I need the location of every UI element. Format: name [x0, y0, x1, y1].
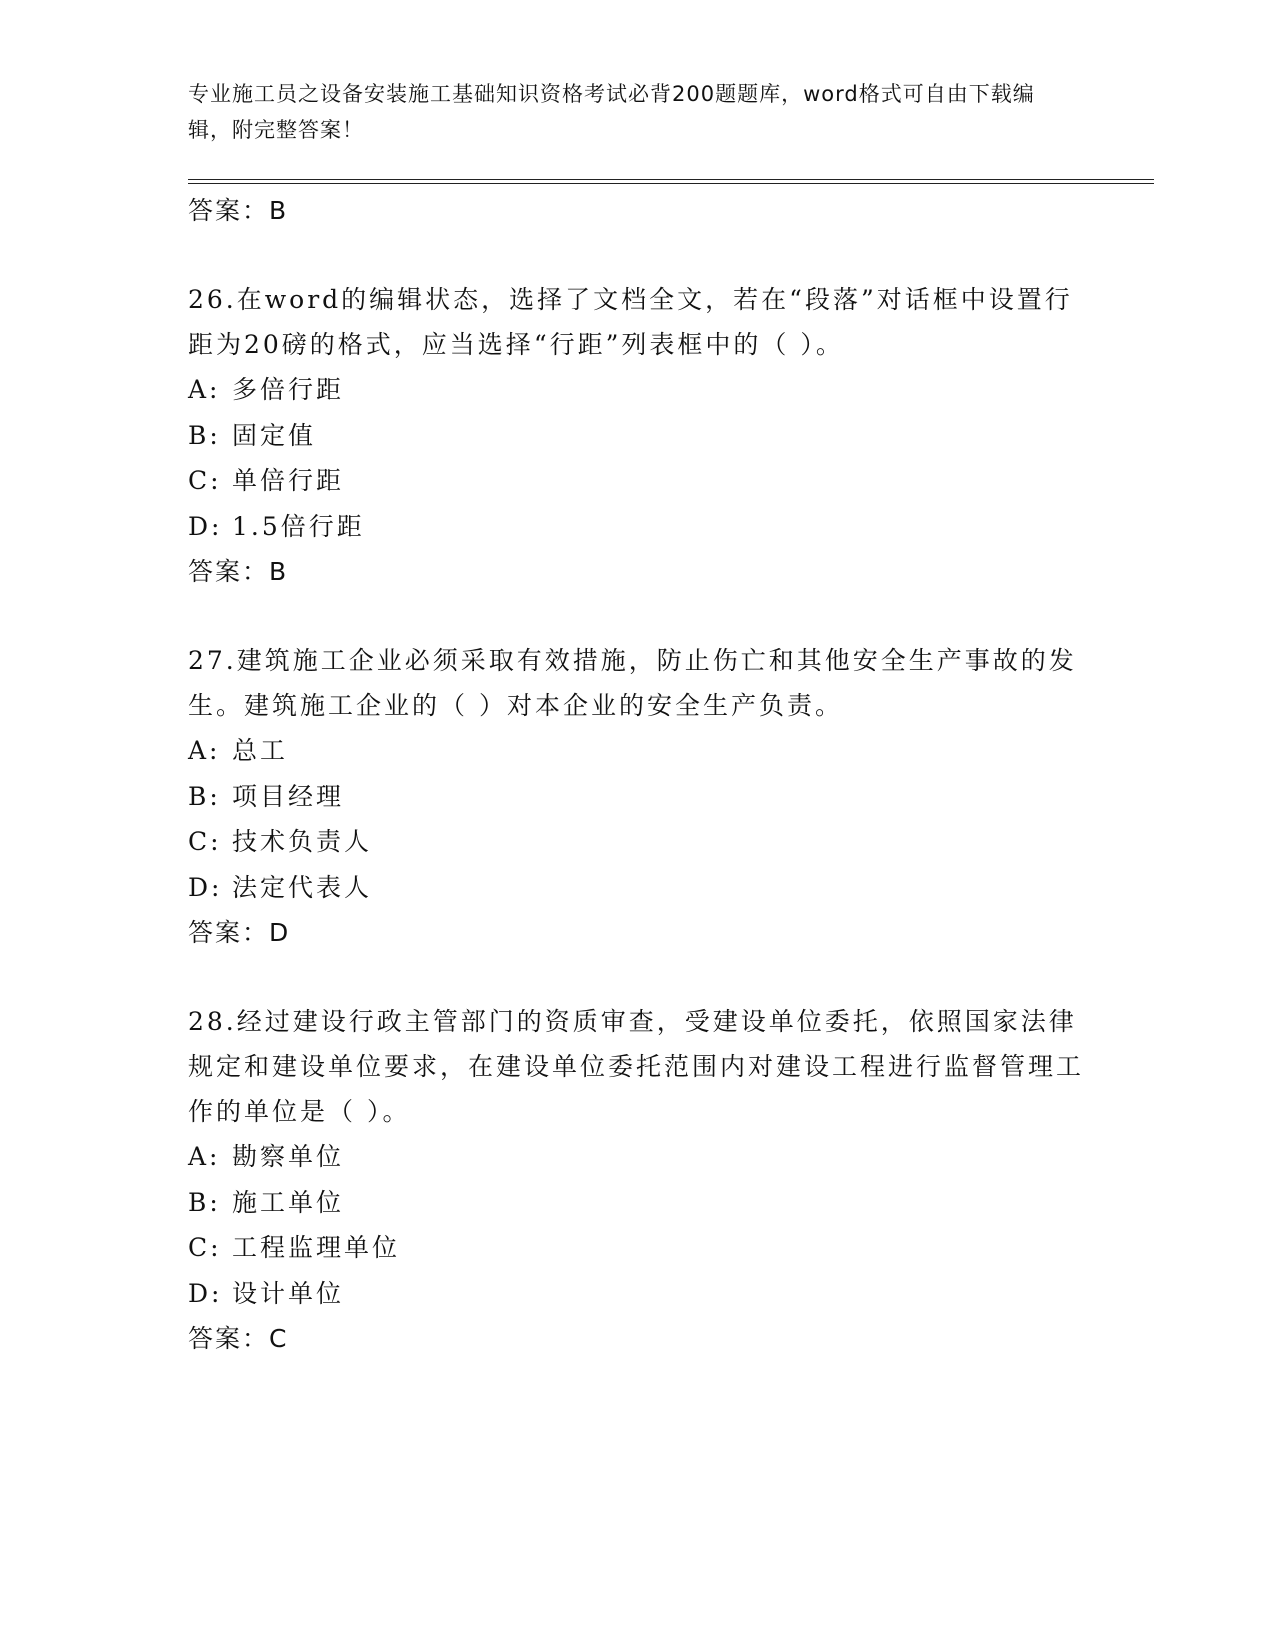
option-letter: B:: [188, 1187, 221, 1217]
option-text: 法定代表人: [232, 872, 373, 902]
question-26: [188, 277, 1088, 594]
option-b: [188, 1180, 1088, 1226]
option-d: [188, 865, 1088, 911]
option-text: 多倍行距: [232, 375, 345, 404]
answer-line: 答案：C: [188, 1324, 289, 1353]
option-letter: D:: [188, 511, 223, 541]
answer-line: 答案：B: [188, 196, 289, 225]
option-letter: A:: [188, 1142, 221, 1171]
option-text: 固定值: [232, 420, 317, 450]
option-d: [188, 1271, 1088, 1317]
question-stem: 28.经过建设行政主管部门的资质审查，受建设单位委托，依照国家法律规定和建设单位要求，在建设单位委托范围内对建设工程进行监督管理工作的单位是（ ）。: [188, 1007, 1085, 1126]
option-text: 勘察单位: [232, 1142, 345, 1171]
document-header: 专业施工员之设备安装施工基础知识资格考试必背200题题库，word格式可自由下载编辑，附完整答案！: [188, 82, 1035, 142]
option-letter: C:: [188, 827, 222, 856]
answer-line: 答案：B: [188, 557, 289, 586]
option-a: [188, 367, 1088, 413]
option-text: 项目经理: [232, 781, 345, 811]
question-stem: 26.在word的编辑状态，选择了文档全文，若在“段落”对话框中设置行距为20磅的格式，应当选择“行距”列表框中的（ ）。: [188, 285, 1073, 359]
option-letter: C:: [188, 1233, 222, 1262]
header-rule-top: [188, 179, 1154, 180]
question-list: [188, 188, 1088, 1361]
option-text: 技术负责人: [232, 827, 373, 856]
option-letter: B:: [188, 420, 221, 450]
option-letter: D:: [188, 872, 223, 902]
option-letter: A:: [188, 736, 221, 765]
option-a: [188, 728, 1088, 774]
option-letter: B:: [188, 781, 221, 811]
option-a: [188, 1134, 1088, 1180]
header-rule-bottom: [188, 183, 1154, 184]
option-b: [188, 413, 1088, 459]
option-c: [188, 458, 1088, 504]
option-text: 1.5倍行距: [232, 511, 365, 541]
option-letter: D:: [188, 1278, 223, 1308]
option-text: 施工单位: [232, 1187, 345, 1217]
option-b: [188, 774, 1088, 820]
option-text: 单倍行距: [232, 466, 345, 495]
option-c: [188, 1225, 1088, 1271]
option-text: 设计单位: [232, 1278, 345, 1308]
option-letter: A:: [188, 375, 221, 404]
answer-line: 答案：D: [188, 918, 291, 947]
question-27: [188, 638, 1088, 955]
option-d: [188, 504, 1088, 550]
question-stem: 27.建筑施工企业必须采取有效措施，防止伤亡和其他安全生产事故的发生。建筑施工企业的（ ）对本企业的安全生产负责。: [188, 646, 1077, 720]
option-letter: C:: [188, 466, 222, 495]
option-c: [188, 819, 1088, 865]
option-text: 总工: [232, 736, 289, 765]
question-28: [188, 999, 1088, 1361]
option-text: 工程监理单位: [232, 1233, 401, 1262]
